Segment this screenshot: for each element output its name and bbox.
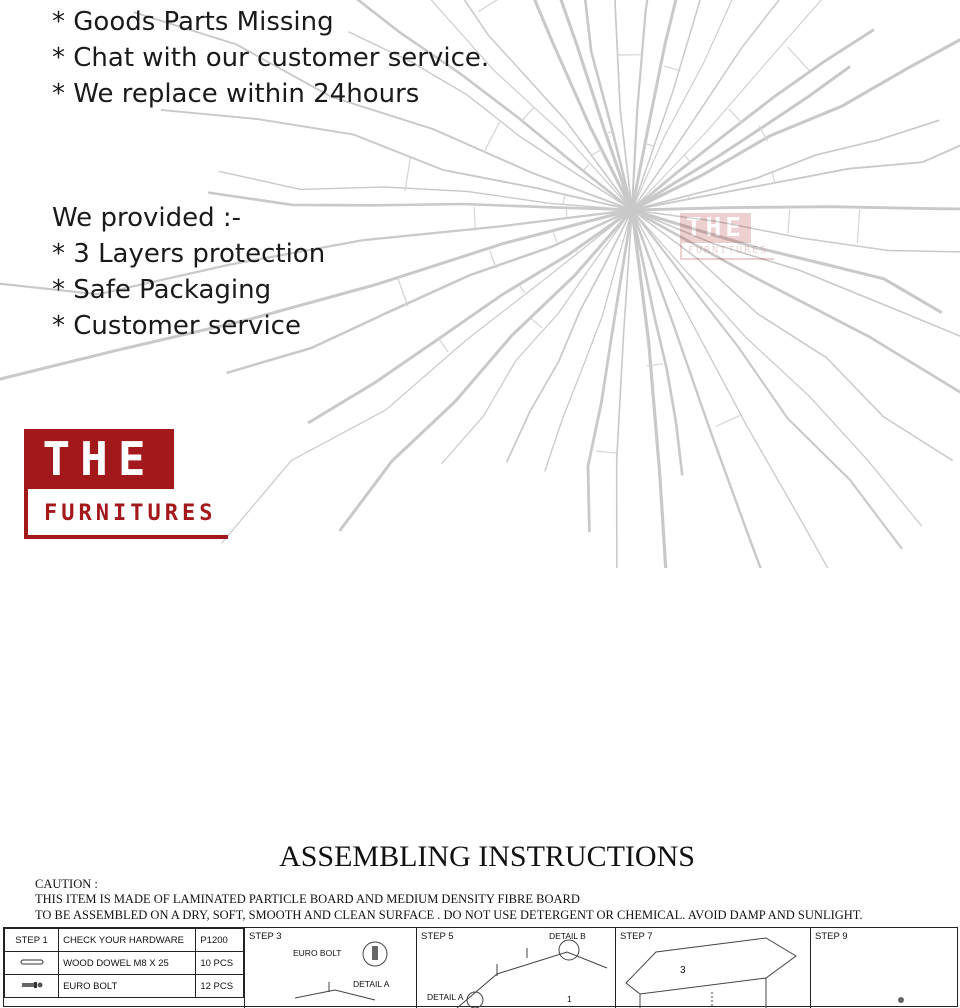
crack-arc: [438, 338, 448, 352]
watermark-word: FURNITURES: [680, 243, 774, 260]
crack-arc: [566, 209, 567, 219]
step-7-diagram: [616, 928, 811, 1008]
step-9-panel: [810, 928, 959, 1008]
provided-item: * Safe Packaging: [52, 272, 325, 308]
crack-arc: [553, 232, 557, 242]
crack-arc: [684, 155, 691, 163]
crack-line: [632, 197, 960, 210]
hardware-heading: CHECK YOUR HARDWARE: [59, 929, 196, 952]
detail-a-tag: DETAIL A: [353, 979, 389, 989]
crack-line: [507, 210, 632, 462]
step-5-diagram: [417, 928, 616, 1008]
crack-arc: [647, 144, 655, 146]
crack-arc: [474, 207, 475, 231]
logo-the: THE: [24, 429, 174, 489]
crack-arc: [522, 107, 535, 121]
caution-line: TO BE ASSEMBLED ON A DRY, SOFT, SMOOTH AND CLEAN SURFACE . DO NOT USE DETERGENT OR CHEMICAL. AVOID DAMP AND SUNLIGHT.: [35, 908, 863, 923]
crack-arc: [772, 172, 774, 182]
step-7-label: STEP 7: [620, 931, 653, 942]
crack-arc: [788, 47, 809, 70]
crack-arc: [857, 210, 859, 244]
table-row: [5, 952, 244, 975]
step-5-panel: [416, 928, 615, 1008]
hardware-qty: 12 PCS: [196, 975, 244, 998]
step-5-label: STEP 5: [421, 931, 454, 942]
part-number: 3: [680, 965, 686, 976]
crack-arc: [484, 122, 500, 152]
issue-item: * We replace within 24hours: [52, 76, 489, 112]
crack-line: [632, 30, 874, 210]
crack-arc: [729, 109, 742, 124]
step-3-label: STEP 3: [249, 931, 282, 942]
provided-heading: We provided :-: [52, 200, 241, 236]
crack-line: [504, 0, 632, 210]
detail-a-tag: DETAIL A: [427, 992, 463, 1002]
step-7-panel: [615, 928, 810, 1008]
issues-list: [52, 4, 489, 112]
crack-line: [632, 0, 801, 210]
table-row: [5, 929, 244, 952]
caution-label: CAUTION :: [35, 877, 98, 892]
provided-item: * Customer service: [52, 308, 325, 344]
hardware-qty: 10 PCS: [196, 952, 244, 975]
crack-arc: [563, 194, 565, 205]
crack-arc: [716, 415, 741, 426]
logo-word: FURNITURES: [44, 501, 216, 526]
step-3-panel: [244, 928, 416, 1008]
step-9-diagram: [811, 928, 960, 1008]
crack-arc: [590, 149, 602, 157]
model-code: P1200: [196, 929, 244, 952]
crack-arc: [664, 66, 681, 71]
provided-list: [52, 236, 325, 344]
logo-red-box: [24, 429, 174, 489]
assembly-steps-strip: [3, 927, 958, 1007]
crack-line: [632, 0, 820, 210]
watermark-the: THE: [680, 213, 751, 243]
instructions-title: ASSEMBLING INSTRUCTIONS: [0, 840, 960, 874]
step-9-label: STEP 9: [815, 931, 848, 942]
step-1-label: STEP 1: [5, 929, 59, 952]
issue-item: * Goods Parts Missing: [52, 4, 489, 40]
dowel-icon: [5, 952, 59, 975]
caution-line: THIS ITEM IS MADE OF LAMINATED PARTICLE BOARD AND MEDIUM DENSITY FIBRE BOARD: [35, 892, 580, 907]
provided-item: * 3 Layers protection: [52, 236, 325, 272]
crack-arc: [405, 157, 411, 192]
crack-arc: [397, 277, 408, 307]
euro-bolt-tag: EURO BOLT: [293, 948, 342, 958]
brand-watermark: [680, 213, 774, 260]
hardware-name: WOOD DOWEL M8 X 25: [59, 952, 196, 975]
crack-arc: [531, 319, 542, 329]
euro-bolt-icon: [5, 975, 59, 998]
table-row: [5, 975, 244, 998]
detail-b-tag: DETAIL B: [549, 931, 586, 941]
step-3-diagram: [245, 928, 417, 1008]
crack-line: [545, 0, 632, 210]
hardware-table: [4, 928, 244, 998]
part-number: 1: [567, 994, 572, 1004]
hardware-name: EURO BOLT: [59, 975, 196, 998]
crack-arc: [519, 285, 525, 293]
issue-item: * Chat with our customer service.: [52, 40, 489, 76]
crack-line: [588, 210, 632, 532]
crack-arc: [596, 451, 617, 453]
crack-arc: [583, 164, 589, 170]
crack-arc: [788, 210, 790, 233]
brand-logo: [24, 429, 232, 541]
